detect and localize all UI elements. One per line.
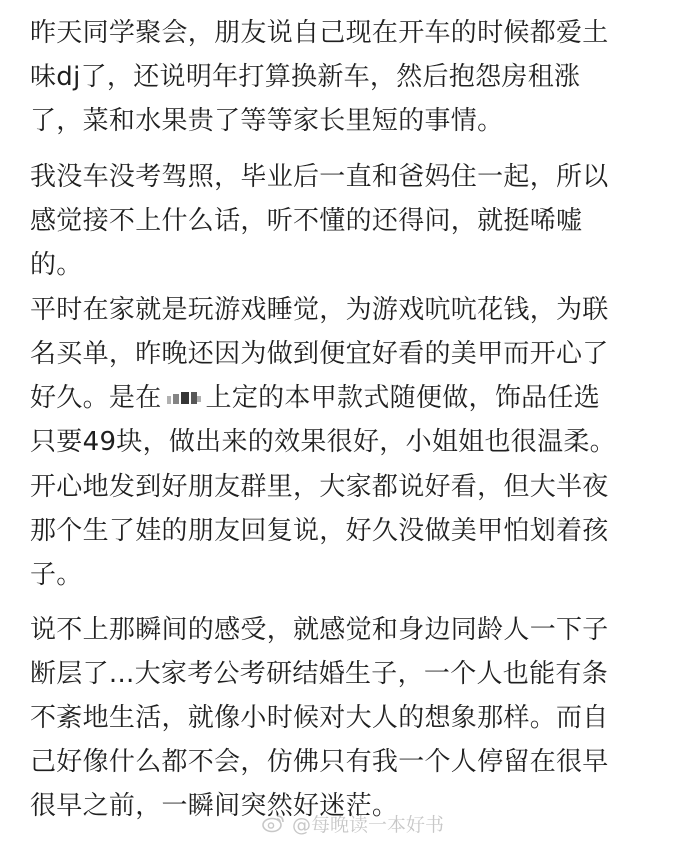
text-line: 味dj了，还说明年打算换新车，然后抱怨房租涨 (30, 62, 581, 92)
text-line: 了，菜和水果贵了等等家长里短的事情。 (30, 106, 504, 136)
text-line: 很早之前，一瞬间突然好迷茫。 (30, 791, 399, 821)
text-segment: 好久。是在 (30, 383, 162, 413)
text-line: 昨天同学聚会，朋友说自己现在开车的时候都爱土 (30, 18, 609, 48)
text-line: 名买单，昨晚还因为做到便宜好看的美甲而开心了 (30, 339, 609, 369)
text-line: 我没车没考驾照，毕业后一直和爸妈住一起，所以 (30, 162, 609, 192)
weibo-watermark (262, 808, 444, 838)
text-line: 的。 (30, 250, 83, 280)
weibo-icon (262, 813, 286, 833)
text-line: 己好像什么都不会，仿佛只有我一个人停留在很早 (30, 747, 609, 777)
redacted-app-name-icon (165, 390, 203, 408)
watermark-text: @每晚读一本好书 (292, 813, 445, 836)
text-line: 感觉接不上什么话，听不懂的还得问，就挺唏嘘 (30, 206, 583, 236)
text-line: 那个生了娃的朋友回复说，好久没做美甲怕划着孩 (30, 516, 609, 546)
text-line: 断层了...大家考公考研结婚生子，一个人也能有条 (30, 659, 608, 689)
text-line: 说不上那瞬间的感受，就感觉和身边同龄人一下子 (30, 615, 609, 645)
text-line: 只要49块，做出来的效果很好，小姐姐也很温柔。 (30, 427, 616, 457)
text-line: 开心地发到好朋友群里，大家都说好看，但大半夜 (30, 472, 609, 502)
text-line: 子。 (30, 560, 83, 590)
text-segment: 上定的本甲款式随便做，饰品任选 (205, 383, 601, 413)
text-line-with-redaction (30, 376, 600, 420)
text-line: 平时在家就是玩游戏睡觉，为游戏吭吭花钱，为联 (30, 295, 609, 325)
text-line: 不紊地生活，就像小时候对大人的想象那样。而自 (30, 703, 609, 733)
